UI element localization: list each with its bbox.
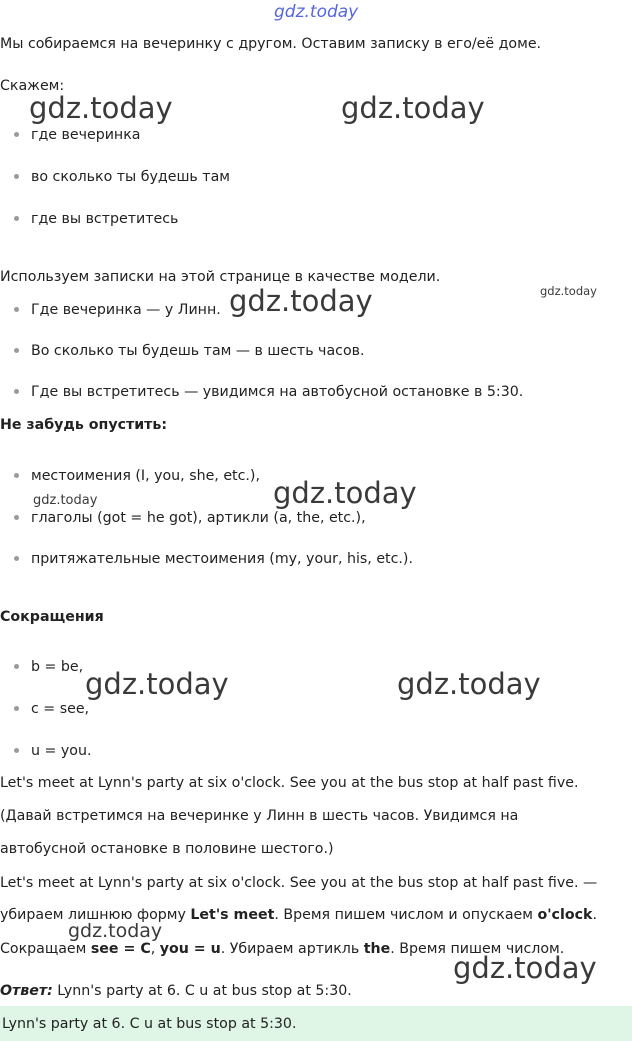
abbr-item: u = you.: [14, 742, 91, 760]
watermark: gdz.today: [33, 493, 98, 508]
answer-label: Ответ:: [0, 983, 53, 999]
bullet-dot: [14, 132, 19, 137]
watermark: gdz.today: [273, 476, 417, 510]
bullet-dot: [14, 216, 19, 221]
bullet-dot: [14, 706, 19, 711]
explanation-line-3: Сокращаем see = C, you = u. Убираем артикль the. Время пишем числом.: [0, 941, 565, 957]
model-item: Во сколько ты будешь там — в шесть часов.: [14, 342, 365, 360]
watermark: gdz.today: [68, 920, 163, 942]
watermark: gdz.today: [29, 91, 173, 125]
answer-text: Lynn's party at 6. C u at bus stop at 5:30.: [52, 983, 352, 999]
watermark: gdz.today: [540, 284, 597, 298]
watermark: gdz.today: [229, 284, 373, 318]
model-item: Где вечеринка — у Линн.: [14, 301, 221, 319]
english-sentence: Let's meet at Lynn's party at six o'clock. See you at the bus stop at half past five.: [0, 775, 579, 791]
bullet-dot: [14, 473, 19, 478]
watermark: gdz.today: [397, 667, 541, 701]
explanation-line-1: Let's meet at Lynn's party at six o'clock. See you at the bus stop at half past five. —: [0, 875, 598, 891]
say-item: во сколько ты будешь там: [14, 168, 230, 186]
watermark: gdz.today: [453, 951, 597, 985]
omit-item: местоимения (I, you, she, etc.),: [14, 467, 260, 485]
say-item: где вы встретитесь: [14, 210, 178, 228]
bullet-dot: [14, 174, 19, 179]
model-heading: Используем записки на этой странице в качестве модели.: [0, 269, 441, 285]
omit-item: глаголы (got = he got), артикли (a, the, etc.),: [14, 509, 366, 527]
abbr-heading: Сокращения: [0, 609, 104, 625]
say-heading: Скажем:: [0, 78, 65, 94]
explanation-line-2: убираем лишнюю форму Let's meet. Время пишем числом и опускаем o'clock.: [0, 907, 597, 923]
answer-line: [0, 982, 352, 1000]
translation-line-1: (Давай встретимся на вечеринке у Линн в шесть часов. Увидимся на: [0, 808, 519, 824]
bullet-dot: [14, 515, 19, 520]
model-item: Где вы встретитесь — увидимся на автобусной остановке в 5:30.: [14, 383, 523, 401]
answer-box-text: Lynn's party at 6. C u at bus stop at 5:30.: [2, 1016, 297, 1032]
abbr-item: b = be,: [14, 658, 83, 676]
say-item: где вечеринка: [14, 126, 140, 144]
omit-heading: Не забудь опустить:: [0, 417, 168, 433]
omit-item: притяжательные местоимения (my, your, his, etc.).: [14, 550, 413, 568]
watermark: gdz.today: [341, 91, 485, 125]
bullet-dot: [14, 307, 19, 312]
abbr-item: c = see,: [14, 700, 89, 718]
bullet-dot: [14, 556, 19, 561]
bullet-dot: [14, 748, 19, 753]
bullet-dot: [14, 348, 19, 353]
bullet-dot: [14, 664, 19, 669]
bullet-dot: [14, 389, 19, 394]
watermark-top: gdz.today: [274, 2, 359, 22]
answer-box: [0, 1006, 632, 1041]
watermark: gdz.today: [85, 667, 229, 701]
translation-line-2: автобусной остановке в половине шестого.): [0, 841, 334, 857]
intro-text: Мы собираемся на вечеринку с другом. Оставим записку в его/её доме.: [0, 36, 542, 52]
